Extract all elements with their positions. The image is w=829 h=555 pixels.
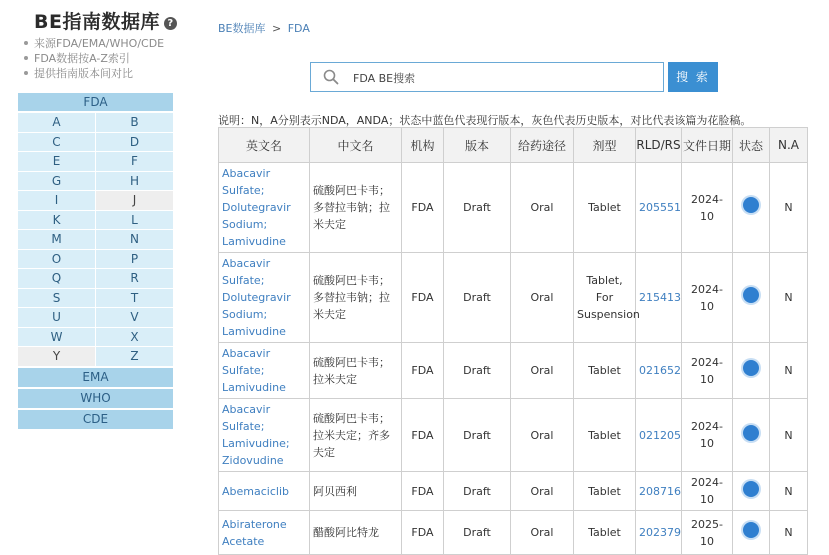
current-version-status-icon[interactable] xyxy=(743,197,759,213)
letter-index-item[interactable]: F xyxy=(96,152,173,171)
search-icon xyxy=(323,69,339,85)
rld-link[interactable]: 202379 xyxy=(636,511,682,555)
table-row[interactable] xyxy=(219,163,808,253)
letter-index-item[interactable]: Z xyxy=(96,347,173,366)
breadcrumb-current: FDA xyxy=(287,22,310,35)
status-cell xyxy=(733,343,770,399)
chinese-name-cell: 硫酸阿巴卡韦；多替拉韦钠；拉米夫定 xyxy=(310,253,402,343)
breadcrumb xyxy=(218,20,310,36)
date-cell: 2024-10 xyxy=(682,163,733,253)
status-cell xyxy=(733,399,770,472)
version-cell: Draft xyxy=(444,163,511,253)
table-row[interactable] xyxy=(219,253,808,343)
table-row[interactable] xyxy=(219,511,808,555)
current-version-status-icon[interactable] xyxy=(743,425,759,441)
english-name-link[interactable]: Abiraterone Acetate xyxy=(219,511,310,555)
col-header-dosage-form[interactable]: 剂型 xyxy=(574,128,636,163)
col-header-date[interactable]: 文件日期 xyxy=(682,128,733,163)
sidebar-who-button[interactable]: WHO xyxy=(18,389,173,408)
feature-text: FDA数据按A-Z索引 xyxy=(34,52,130,65)
status-cell xyxy=(733,163,770,253)
feature-item xyxy=(24,36,164,51)
current-version-status-icon[interactable] xyxy=(743,287,759,303)
letter-index-item[interactable]: L xyxy=(96,211,173,230)
agency-cell: FDA xyxy=(402,472,444,511)
feature-text: 提供指南版本间对比 xyxy=(34,67,133,80)
chinese-name-cell: 醋酸阿比特龙 xyxy=(310,511,402,555)
brand-text: BE指南数据库 xyxy=(34,11,160,33)
chinese-name-cell: 硫酸阿巴卡韦；拉米夫定 xyxy=(310,343,402,399)
letter-index-item[interactable]: N xyxy=(96,230,173,249)
status-cell xyxy=(733,472,770,511)
table-header-row xyxy=(219,128,808,163)
letter-index-item[interactable]: O xyxy=(18,250,95,269)
english-name-link[interactable]: Abacavir Sulfate; Lamivudine xyxy=(219,343,310,399)
date-cell: 2024-10 xyxy=(682,253,733,343)
search-button[interactable]: 搜 索 xyxy=(668,62,718,92)
letter-index-item[interactable]: A xyxy=(18,113,95,132)
date-cell: 2024-10 xyxy=(682,472,733,511)
status-cell xyxy=(733,253,770,343)
na-cell: N xyxy=(770,163,808,253)
route-cell: Oral xyxy=(511,399,574,472)
table-row[interactable] xyxy=(219,343,808,399)
agency-cell: FDA xyxy=(402,343,444,399)
table-row[interactable] xyxy=(219,472,808,511)
col-header-route[interactable]: 给药途径 xyxy=(511,128,574,163)
breadcrumb-separator: > xyxy=(272,22,282,35)
letter-index-item[interactable]: C xyxy=(18,133,95,152)
route-cell: Oral xyxy=(511,343,574,399)
letter-index-item[interactable]: T xyxy=(96,289,173,308)
col-header-status[interactable]: 状态 xyxy=(733,128,770,163)
letter-index xyxy=(18,113,173,366)
letter-index-item[interactable]: G xyxy=(18,172,95,191)
letter-index-item[interactable]: D xyxy=(96,133,173,152)
search-input[interactable] xyxy=(353,69,643,86)
feature-text: 来源FDA/EMA/WHO/CDE xyxy=(34,37,165,50)
chinese-name-cell: 硫酸阿巴卡韦；拉米夫定；齐多夫定 xyxy=(310,399,402,472)
na-cell: N xyxy=(770,472,808,511)
dosage-form-cell: Tablet xyxy=(574,163,636,253)
route-cell: Oral xyxy=(511,511,574,555)
na-cell: N xyxy=(770,253,808,343)
rld-link[interactable]: 021205 xyxy=(636,399,682,472)
current-version-status-icon[interactable] xyxy=(743,360,759,376)
col-header-na[interactable]: N.A xyxy=(770,128,808,163)
letter-index-item[interactable]: P xyxy=(96,250,173,269)
letter-index-item[interactable]: I xyxy=(18,191,95,210)
agency-cell: FDA xyxy=(402,253,444,343)
version-cell: Draft xyxy=(444,511,511,555)
table-row[interactable] xyxy=(219,399,808,472)
letter-index-item[interactable]: X xyxy=(96,328,173,347)
letter-index-item[interactable]: E xyxy=(18,152,95,171)
sidebar-fda-header[interactable]: FDA xyxy=(18,93,173,111)
dosage-form-cell: Tablet xyxy=(574,399,636,472)
sidebar-cde-button[interactable]: CDE xyxy=(18,410,173,429)
agency-cell: FDA xyxy=(402,511,444,555)
rld-link[interactable]: 208716 xyxy=(636,472,682,511)
route-cell: Oral xyxy=(511,163,574,253)
dosage-form-cell: Tablet xyxy=(574,511,636,555)
col-header-version[interactable]: 版本 xyxy=(444,128,511,163)
guideline-table xyxy=(218,127,808,555)
bullet-icon xyxy=(24,56,28,60)
letter-index-item[interactable]: J xyxy=(96,191,173,210)
feature-list xyxy=(24,36,164,81)
col-header-agency[interactable]: 机构 xyxy=(402,128,444,163)
english-name-link[interactable]: Abacavir Sulfate; Dolutegravir Sodium; Lamivudine xyxy=(219,253,310,343)
agency-cell: FDA xyxy=(402,163,444,253)
letter-index-item[interactable]: R xyxy=(96,269,173,288)
breadcrumb-root[interactable]: BE数据库 xyxy=(218,22,266,35)
rld-link[interactable]: 215413 xyxy=(636,253,682,343)
bullet-icon xyxy=(24,41,28,45)
feature-item xyxy=(24,66,164,81)
letter-index-item[interactable]: Q xyxy=(18,269,95,288)
english-name-link[interactable]: Abemaciclib xyxy=(219,472,310,511)
status-cell xyxy=(733,511,770,555)
rld-link[interactable]: 021652 xyxy=(636,343,682,399)
english-name-link[interactable]: Abacavir Sulfate; Dolutegravir Sodium; Lamivudine xyxy=(219,163,310,253)
date-cell: 2024-10 xyxy=(682,399,733,472)
date-cell: 2025-10 xyxy=(682,511,733,555)
na-cell: N xyxy=(770,343,808,399)
letter-index-item[interactable]: Y xyxy=(18,347,95,366)
letter-index-item[interactable]: U xyxy=(18,308,95,327)
letter-index-item[interactable]: V xyxy=(96,308,173,327)
rld-link[interactable]: 205551 xyxy=(636,163,682,253)
na-cell: N xyxy=(770,399,808,472)
question-circle-icon[interactable]: ? xyxy=(164,17,177,30)
bullet-icon xyxy=(24,71,28,75)
version-cell: Draft xyxy=(444,253,511,343)
version-cell: Draft xyxy=(444,343,511,399)
agency-cell: FDA xyxy=(402,399,444,472)
chinese-name-cell: 硫酸阿巴卡韦；多替拉韦钠；拉米夫定 xyxy=(310,163,402,253)
current-version-status-icon[interactable] xyxy=(743,481,759,497)
current-version-status-icon[interactable] xyxy=(743,522,759,538)
letter-index-item[interactable]: H xyxy=(96,172,173,191)
date-cell: 2024-10 xyxy=(682,343,733,399)
dosage-form-cell: Tablet, For Suspension xyxy=(574,253,636,343)
version-cell: Draft xyxy=(444,472,511,511)
dosage-form-cell: Tablet xyxy=(574,343,636,399)
route-cell: Oral xyxy=(511,472,574,511)
sidebar-ema-button[interactable]: EMA xyxy=(18,368,173,387)
letter-index-item[interactable]: M xyxy=(18,230,95,249)
letter-index-item[interactable]: W xyxy=(18,328,95,347)
col-header-chinese-name[interactable]: 中文名 xyxy=(310,128,402,163)
english-name-link[interactable]: Abacavir Sulfate; Lamivudine; Zidovudine xyxy=(219,399,310,472)
brand-title xyxy=(34,7,177,34)
chinese-name-cell: 阿贝西利 xyxy=(310,472,402,511)
letter-index-item[interactable]: K xyxy=(18,211,95,230)
legend-note: 说明：N，A分别表示NDA，ANDA；状态中蓝色代表现行版本，灰色代表历史版本，对比代表该篇为花脸稿。 xyxy=(218,114,752,127)
version-cell: Draft xyxy=(444,399,511,472)
search-box xyxy=(310,62,664,92)
letter-index-item[interactable]: B xyxy=(96,113,173,132)
feature-item xyxy=(24,51,164,66)
letter-index-item[interactable]: S xyxy=(18,289,95,308)
route-cell: Oral xyxy=(511,253,574,343)
na-cell: N xyxy=(770,511,808,555)
col-header-rld[interactable]: RLD/RS xyxy=(636,128,682,163)
dosage-form-cell: Tablet xyxy=(574,472,636,511)
col-header-english-name[interactable]: 英文名 xyxy=(219,128,310,163)
